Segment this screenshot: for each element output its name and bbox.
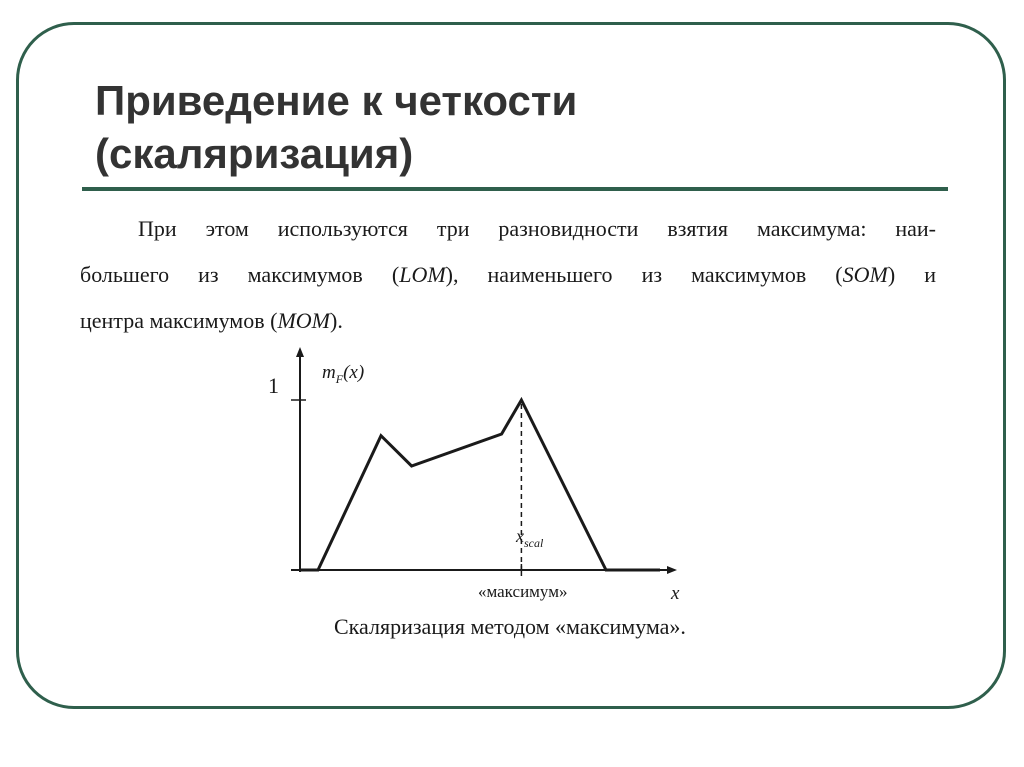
body-text-segment: большего из максимумов ( xyxy=(80,262,400,287)
som-term: SOM xyxy=(842,262,888,287)
scal-label-main: x xyxy=(516,526,524,546)
body-text-segment: ), наименьшего из максимумов ( xyxy=(445,262,843,287)
title-line-1: Приведение к четкости xyxy=(95,77,578,124)
mom-term: MOM xyxy=(277,308,330,333)
y-axis-label-arg: (x) xyxy=(343,362,365,383)
y-axis-label-main: m xyxy=(322,362,336,383)
y-axis-label xyxy=(322,362,364,386)
figure-caption: Скаляризация методом «максимума». xyxy=(334,614,686,639)
lom-term: LOM xyxy=(399,262,446,287)
y-tick-label: 1 xyxy=(268,373,279,398)
body-text-segment: центра максимумов ( xyxy=(80,308,278,333)
scal-label-sub: scal xyxy=(524,536,544,550)
x-axis-label: x xyxy=(671,583,680,604)
body-text-segment: ). xyxy=(330,308,343,333)
x-tick-label: «максимум» xyxy=(478,582,568,601)
membership-curve xyxy=(300,400,660,570)
y-axis-label-sub: F xyxy=(335,372,344,386)
body-line-1: При этом используются три разновидности взятия максимума: наи- xyxy=(138,216,936,241)
scal-label xyxy=(515,526,544,550)
body-text-segment: ) и xyxy=(887,262,936,287)
title-line-2: (скаляризация) xyxy=(95,130,414,177)
